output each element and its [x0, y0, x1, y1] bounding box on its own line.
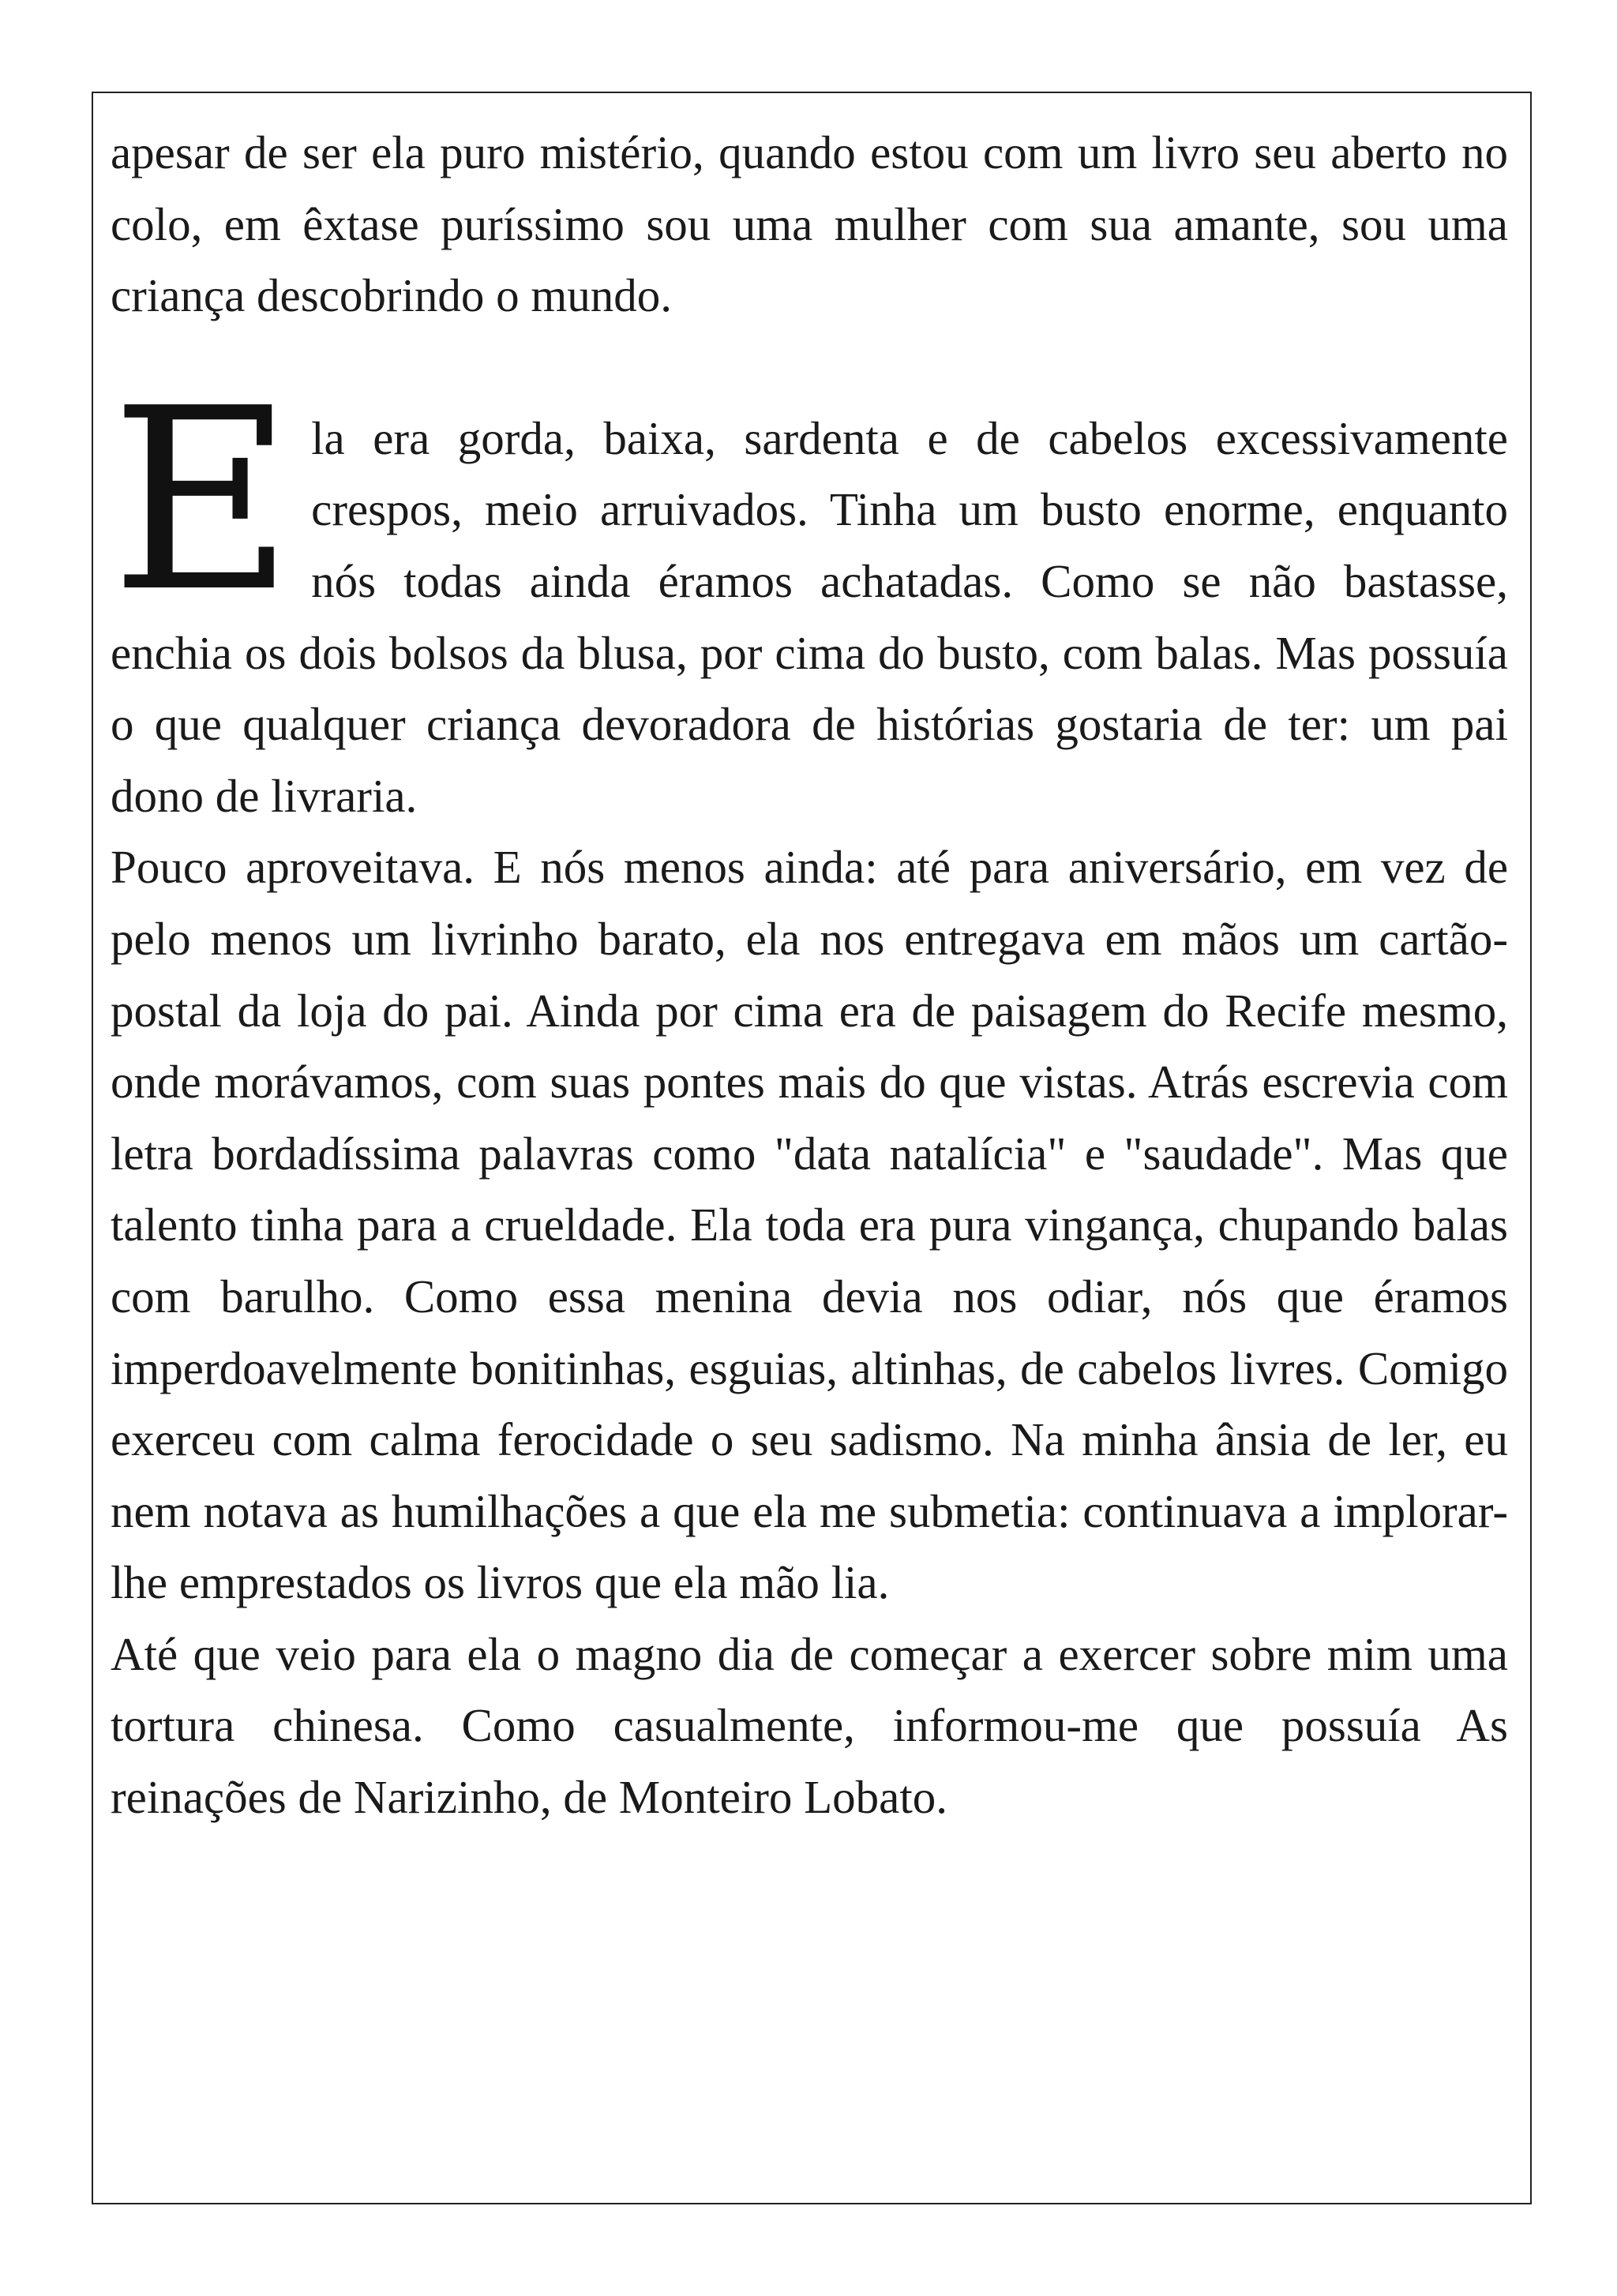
- body-paragraph: Pouco aproveitava. E nós menos ainda: até para aniversário, em vez de pelo menos um livrinho barato, ela nos entregava em mãos um cartão-postal da loja do pai. Ainda por cima era de paisagem do Recife mesmo, onde morávamos, com suas pontes mais do que vistas. Atrás escrevia com letra bordadíssima palavras como "data natalícia" e "saudade". Mas que talento tinha para a crueldade. Ela toda era pura vingança, chupando balas com barulho. Como essa menina devia nos odiar, nós que éramos imperdoavelmente bonitinhas, esguias, altinhas, de cabelos livres. Comigo exerceu com calma ferocidade o seu sadismo. Na minha ânsia de ler, eu nem notava as humilhações a que ela me submetia: continuava a implorar-lhe emprestados os livros que ela mão lia.: [111, 841, 1508, 1609]
- drop-cap-paragraph: [111, 354, 1508, 832]
- body-paragraph: Até que veio para ela o magno dia de começar a exercer sobre mim uma tortura chinesa. Como casualmente, informou-me que possuía As reinações de Narizinho, de Monteiro Lobato.: [111, 1627, 1508, 1824]
- opening-paragraph: apesar de ser ela puro mistério, quando estou com um livro seu aberto no colo, em êxtase puríssimo sou uma mulher com sua amante, sou uma criança descobrindo o mundo.: [111, 126, 1508, 322]
- document-body: [111, 117, 1508, 1833]
- drop-cap-letter: E: [111, 354, 295, 647]
- drop-cap-paragraph-text: la era gorda, baixa, sardenta e de cabelos excessivamente crespos, meio arruivados. Tinha um busto enorme, enquanto nós todas ainda éramos achatadas. Como se não bastasse, enchia os dois bolsos da blusa, por cima do busto, com balas. Mas possuía o que qualquer criança devoradora de histórias gostaria de ter: um pai dono de livraria.: [111, 411, 1508, 822]
